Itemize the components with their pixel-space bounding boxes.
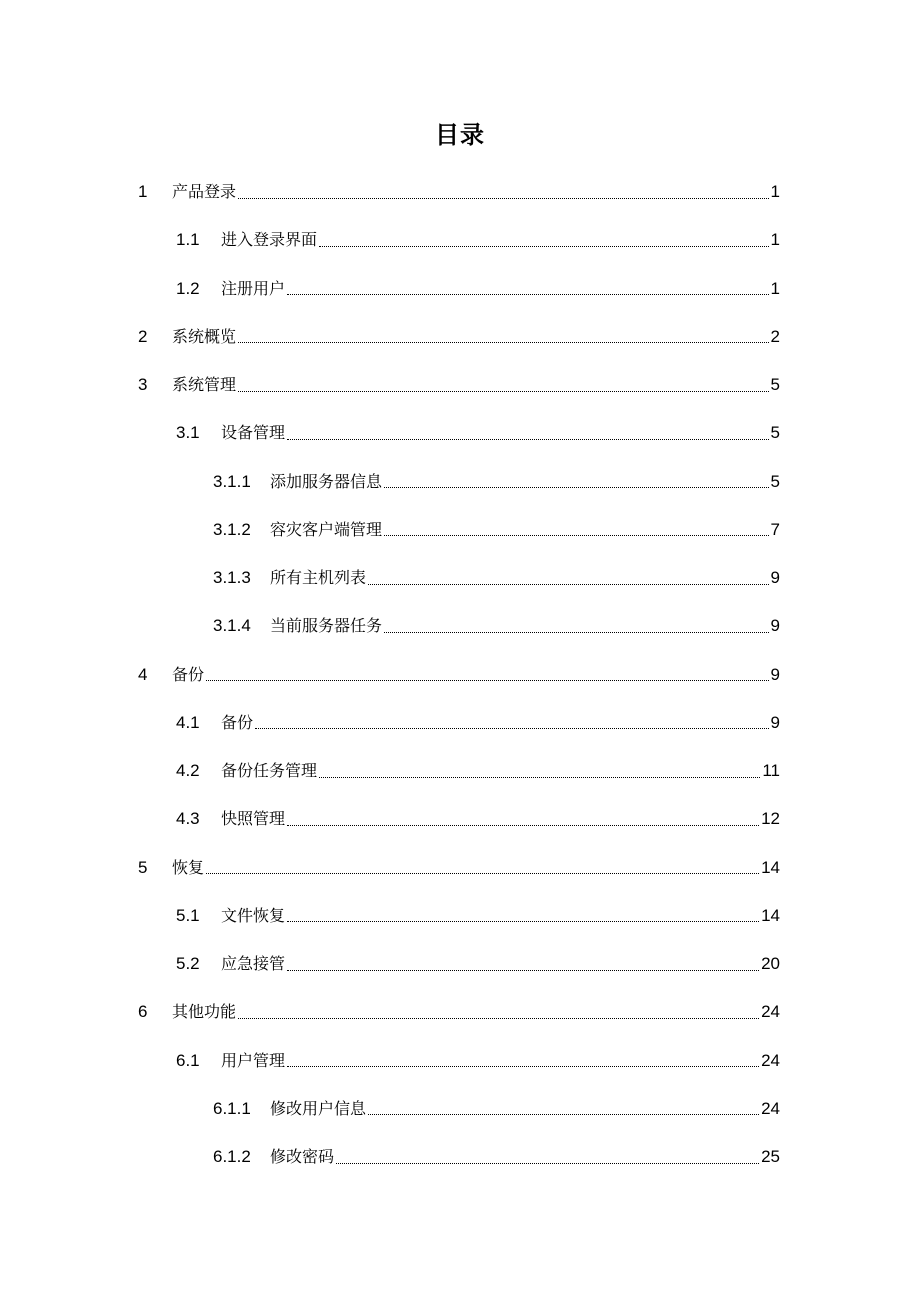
toc-entry-number: 4.2: [176, 761, 200, 781]
toc-entry-label: 用户管理: [221, 1050, 286, 1070]
toc-entry[interactable]: [0, 795, 920, 843]
toc-entry-page-number: 14: [761, 905, 780, 925]
toc-entry[interactable]: [0, 699, 920, 747]
toc-entry-page-number: 24: [761, 1002, 780, 1022]
toc-entry-page-number: 1: [770, 230, 780, 250]
toc-entry-number: 2: [138, 326, 148, 346]
toc-entry-number: 4.3: [176, 809, 200, 829]
toc-entry-number: 5.2: [176, 954, 200, 974]
toc-dot-leader: [206, 873, 759, 874]
toc-entry[interactable]: [0, 554, 920, 602]
toc-entry[interactable]: [0, 602, 920, 650]
toc-dot-leader: [368, 584, 769, 585]
toc-entry-page-number: 25: [761, 1147, 780, 1167]
toc-entry[interactable]: [0, 458, 920, 506]
toc-entry-page-number: 7: [770, 519, 780, 539]
toc-entry-number: 6: [138, 1002, 148, 1022]
toc-dot-leader: [238, 342, 769, 343]
toc-entry[interactable]: [0, 313, 920, 361]
toc-entry-number: 3.1.2: [213, 519, 251, 539]
toc-dot-leader: [238, 1018, 759, 1019]
toc-entry[interactable]: [0, 361, 920, 409]
toc-entry-number: 3.1.3: [213, 568, 251, 588]
toc-dot-leader: [384, 487, 769, 488]
toc-entry-number: 3.1.1: [213, 471, 251, 491]
toc-entry[interactable]: [0, 988, 920, 1036]
toc-dot-leader: [287, 439, 769, 440]
toc-entry-label: 应急接管: [221, 954, 286, 974]
toc-entry[interactable]: [0, 168, 920, 216]
toc-entry-number: 5.1: [176, 905, 200, 925]
toc-entry-label: 文件恢复: [221, 905, 286, 925]
toc-entry-number: 6.1.2: [213, 1147, 251, 1167]
toc-entry-label: 产品登录: [172, 182, 237, 202]
toc-dot-leader: [319, 777, 760, 778]
toc-entry[interactable]: [0, 216, 920, 264]
toc-title: 目录: [435, 121, 485, 149]
toc-entry-label: 备份: [221, 712, 254, 732]
toc-dot-leader: [206, 680, 769, 681]
toc-dot-leader: [287, 294, 769, 295]
toc-entry-label: 当前服务器任务: [270, 616, 383, 636]
toc-dot-leader: [238, 198, 769, 199]
toc-entry-page-number: 20: [761, 954, 780, 974]
toc-entry-number: 5: [138, 857, 148, 877]
toc-entry-label: 系统概览: [172, 326, 237, 346]
toc-dot-leader: [287, 1066, 759, 1067]
toc-entry[interactable]: [0, 265, 920, 313]
toc-entry-label: 其他功能: [172, 1002, 237, 1022]
toc-entry-page-number: 14: [761, 857, 780, 877]
toc-entry-number: 3: [138, 375, 148, 395]
toc-entry-label: 修改密码: [270, 1147, 335, 1167]
toc-entry-page-number: 9: [770, 712, 780, 732]
toc-entry-page-number: 1: [770, 278, 780, 298]
toc-dot-leader: [287, 921, 759, 922]
toc-entry-number: 4: [138, 664, 148, 684]
toc-entry[interactable]: [0, 892, 920, 940]
toc-dot-leader: [255, 728, 769, 729]
toc-entry[interactable]: [0, 844, 920, 892]
toc-entry-page-number: 9: [770, 664, 780, 684]
toc-entry[interactable]: [0, 1037, 920, 1085]
toc-dot-leader: [238, 391, 769, 392]
toc-entry-page-number: 9: [770, 616, 780, 636]
toc-entry-page-number: 11: [762, 761, 780, 781]
toc-entry-page-number: 1: [770, 182, 780, 202]
toc-entry-page-number: 2: [770, 326, 780, 346]
toc-dot-leader: [336, 1163, 759, 1164]
toc-entry-page-number: 24: [761, 1050, 780, 1070]
toc-entry-label: 注册用户: [221, 278, 286, 298]
toc-entry-label: 所有主机列表: [270, 568, 367, 588]
table-of-contents: [0, 168, 920, 1181]
toc-entry[interactable]: [0, 409, 920, 457]
toc-entry[interactable]: [0, 651, 920, 699]
toc-entry-label: 系统管理: [172, 375, 237, 395]
toc-entry-number: 4.1: [176, 712, 200, 732]
toc-entry-page-number: 9: [770, 568, 780, 588]
toc-entry-number: 3.1: [176, 423, 200, 443]
toc-entry-page-number: 5: [770, 423, 780, 443]
toc-dot-leader: [384, 632, 769, 633]
toc-entry-number: 1.1: [176, 230, 200, 250]
toc-entry[interactable]: [0, 1133, 920, 1181]
toc-dot-leader: [384, 535, 769, 536]
toc-entry-page-number: 5: [770, 471, 780, 491]
toc-entry-label: 容灾客户端管理: [270, 519, 383, 539]
toc-entry-label: 备份任务管理: [221, 761, 318, 781]
toc-entry-label: 添加服务器信息: [270, 471, 383, 491]
toc-entry-number: 6.1: [176, 1050, 200, 1070]
toc-dot-leader: [368, 1114, 759, 1115]
toc-entry-label: 快照管理: [221, 809, 286, 829]
toc-entry-label: 进入登录界面: [221, 230, 318, 250]
toc-entry-page-number: 5: [770, 375, 780, 395]
toc-dot-leader: [319, 246, 769, 247]
toc-entry[interactable]: [0, 747, 920, 795]
toc-entry[interactable]: [0, 1085, 920, 1133]
toc-entry[interactable]: [0, 940, 920, 988]
toc-entry-label: 修改用户信息: [270, 1098, 367, 1118]
toc-entry-number: 1.2: [176, 278, 200, 298]
toc-entry-label: 备份: [172, 664, 205, 684]
toc-dot-leader: [287, 970, 759, 971]
toc-entry[interactable]: [0, 506, 920, 554]
toc-entry-label: 设备管理: [221, 423, 286, 443]
toc-entry-number: 1: [138, 182, 148, 202]
toc-dot-leader: [287, 825, 759, 826]
toc-entry-page-number: 24: [761, 1098, 780, 1118]
toc-entry-number: 3.1.4: [213, 616, 251, 636]
toc-entry-label: 恢复: [172, 857, 205, 877]
toc-entry-page-number: 12: [761, 809, 780, 829]
toc-entry-number: 6.1.1: [213, 1098, 251, 1118]
